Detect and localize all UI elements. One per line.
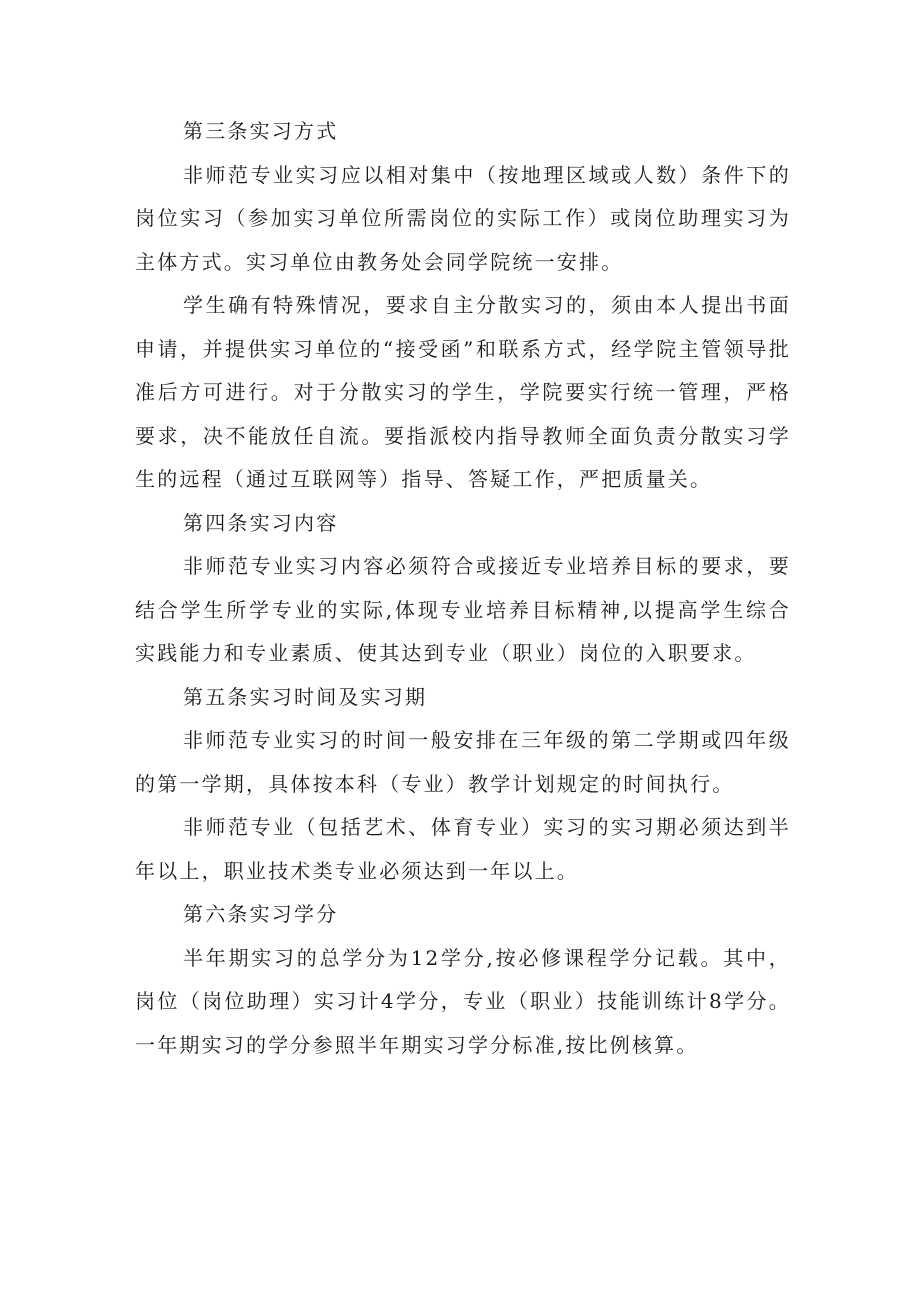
section-heading-5: 第五条实习时间及实习期 <box>183 684 428 709</box>
paragraph: 非师范专业实习内容必须符合或接近专业培养目标的要求，要结合学生所学专业的实际,体现专业培养目标精神,以提高学生综合实践能力和专业素质、使其达到专业（职业）岗位的入职要求。 <box>135 554 791 665</box>
paragraph: 学生确有特殊情况，要求自主分散实习的，须由本人提出书面申请，并提供实习单位的“接受函”和联系方式，经学院主管领导批准后方可进行。对于分散实习的学生，学院要实行统一管理，严格要求，决不能放任自流。要指派校内指导教师全面负责分散实习学生的远程（通过互联网等）指导、答疑工作，严把质量关。 <box>135 293 791 491</box>
section-heading-6: 第六条实习学分 <box>183 902 339 926</box>
paragraph: 非师范专业（包括艺术、体育专业）实习的实习期必须达到半年以上，职业技术类专业必须达到一年以上。 <box>135 815 791 883</box>
paragraph: 半年期实习的总学分为12学分,按必修课程学分记载。其中，岗位（岗位助理）实习计4学分，专业（职业）技能训练计8学分。一年期实习的学分参照半年期实习学分标准,按比例核算。 <box>135 945 791 1057</box>
paragraph: 非师范专业实习的时间一般安排在三年级的第二学期或四年级的第一学期，具体按本科（专业）教学计划规定的时间执行。 <box>135 728 791 796</box>
document-body <box>135 110 791 1067</box>
paragraph: 非师范专业实习应以相对集中（按地理区域或人数）条件下的岗位实习（参加实习单位所需岗位的实际工作）或岗位助理实习为主体方式。实习单位由教务处会同学院统一安排。 <box>135 162 791 274</box>
section-heading-4: 第四条实习内容 <box>183 510 339 535</box>
section-heading-3: 第三条实习方式 <box>183 119 339 143</box>
